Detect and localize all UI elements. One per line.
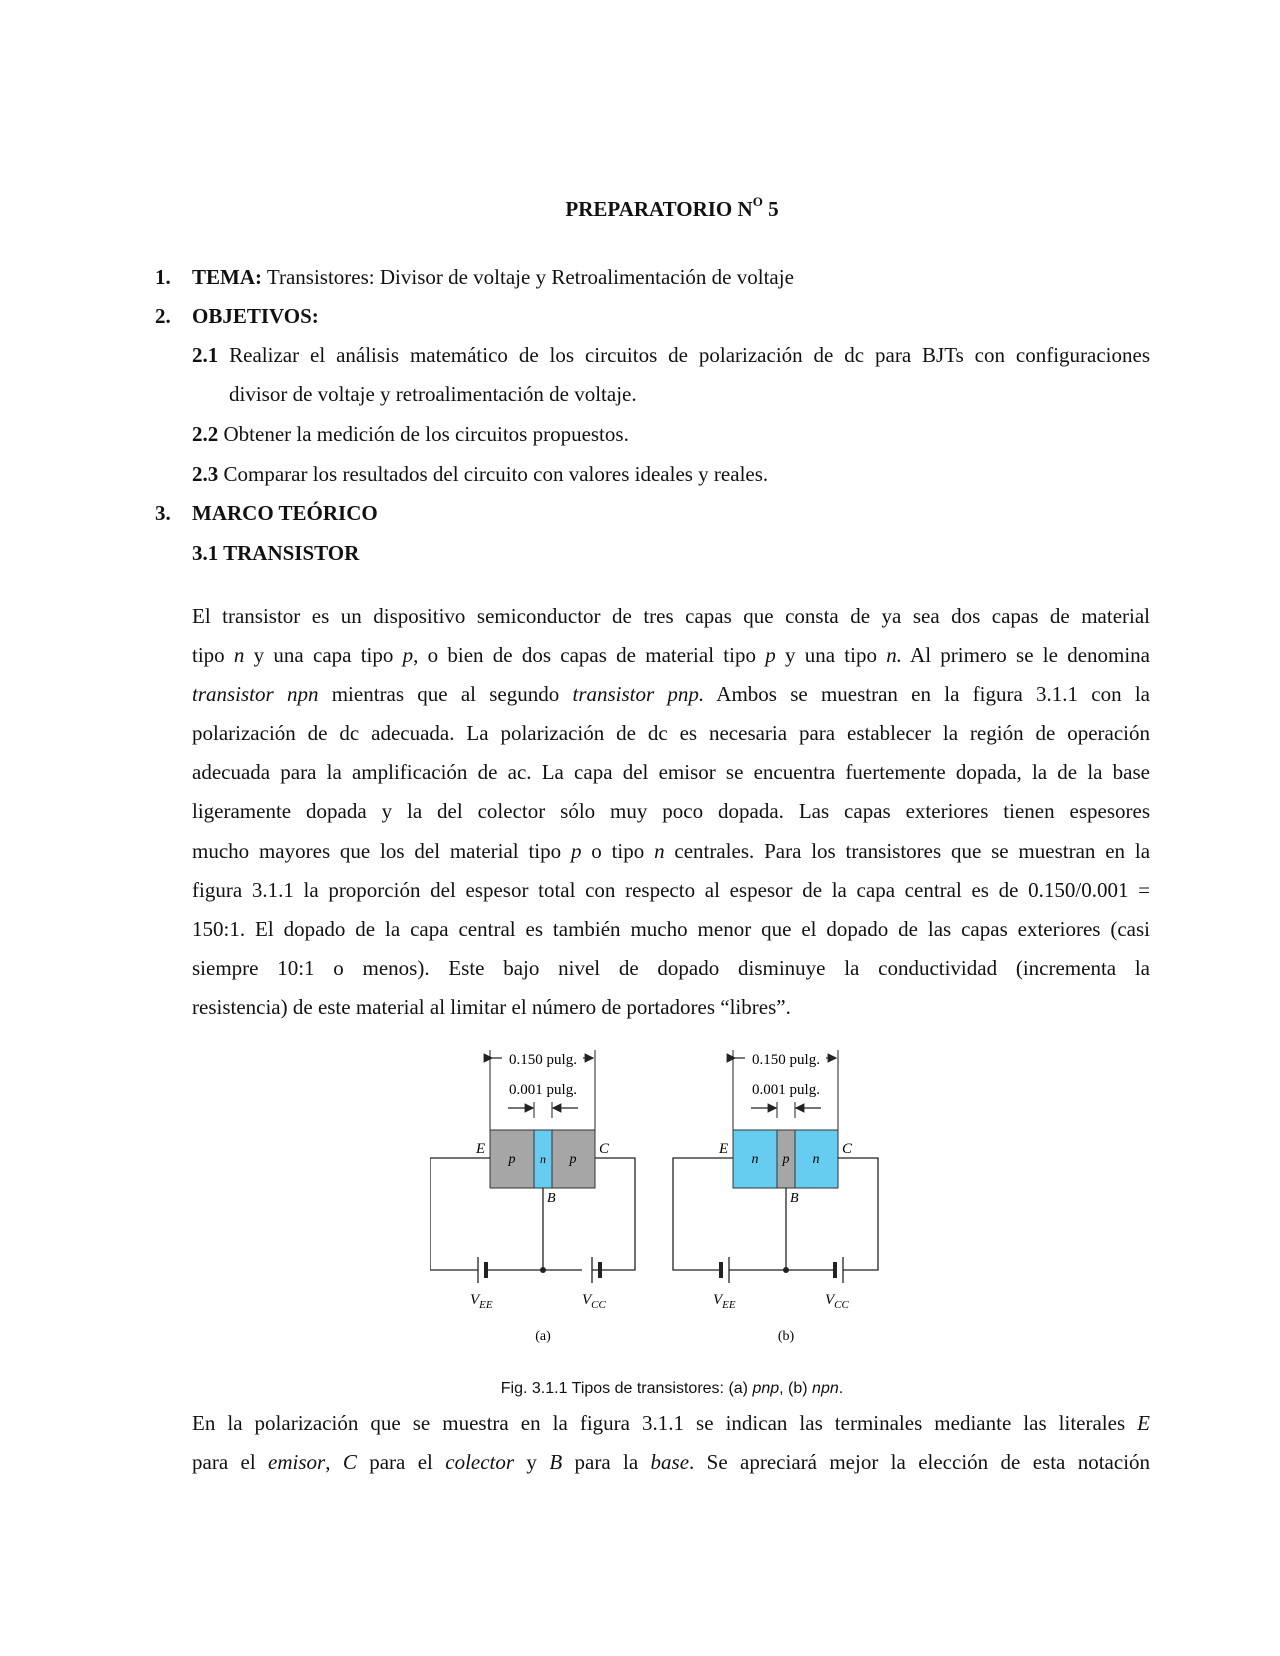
dimension-total: 0.150 pulg. xyxy=(509,1052,577,1068)
page-title: PREPARATORIO $N^O$ 5 xyxy=(565,194,779,221)
terminal-c: C xyxy=(842,1141,853,1157)
section-number: 3. xyxy=(155,501,171,525)
objective-2-2: 2.2 Obtener la medición de los circuitos propuestos. xyxy=(192,422,629,446)
figure-a-pnp xyxy=(430,1050,635,1344)
source-vee: $V_{EE}$ xyxy=(470,1292,493,1311)
figure-caption: Fig. 3.1.1 Tipos de transistores: (a) pnp, (b) npn. xyxy=(500,1380,844,1397)
terminal-b: B xyxy=(790,1191,799,1206)
section-tema: TEMA: Transistores: Divisor de voltaje y Retroalimentación de voltaje xyxy=(192,265,794,289)
figure-b-npn xyxy=(673,1050,878,1344)
objective-2-1: 2.1 Realizar el análisis matemático de los circuitos de polarización de dc para BJTs con configuraciones xyxy=(192,343,1150,367)
svg-text:n: n xyxy=(751,1152,759,1167)
dimension-total: 0.150 pulg. xyxy=(752,1052,820,1068)
label-a: (a) xyxy=(535,1329,551,1344)
source-vee: $V_{EE}$ xyxy=(713,1292,736,1311)
terminal-c: C xyxy=(599,1141,610,1157)
paragraph-transistor: El transistor es un dispositivo semiconductor de tres capas que consta de ya sea dos capas de material tipo n y una capa tipo p, o bien de dos capas de material tipo p y una tipo n. Al primero se le denomina transistor npn mientras que al segundo transistor pnp. Ambos se muestran en la figura 3.1.1 con la polarización de dc adecuada. La polarización de dc es necesaria para establecer la región de operación adecuada para la amplificación de ac. La capa del emisor se encuentra fuertemente dopada, la de la base ligeramente dopada y la del colector sólo muy poco dopada. Las capas exteriores tienen espesores mucho mayores que los del material tipo p o tipo n centrales. Para los transistores que se muestran en la figura 3.1.1 la proporción del espesor total con respecto al espesor de la capa central es de 0.150/0.001 = 150:1. El dopado de la capa central es también mucho menor que el dopado de las capas exteriores (casi siempre 10:1 o menos). Este bajo nivel de dopado disminuye la conductividad (incrementa la resistencia) de este material al limitar el número de portadores “libres”. xyxy=(192,604,1151,1019)
svg-text:n: n xyxy=(812,1152,820,1167)
label-b: (b) xyxy=(777,1329,795,1344)
section-number: 2. xyxy=(155,304,171,328)
dimension-center: 0.001 pulg. xyxy=(509,1082,577,1098)
objective-2-1-cont: divisor de voltaje y retroalimentación de voltaje. xyxy=(229,382,637,406)
terminal-e: E xyxy=(719,1141,729,1157)
objective-2-3: 2.3 Comparar los resultados del circuito con valores ideales y reales. xyxy=(192,462,769,486)
svg-text:p: p xyxy=(508,1152,516,1167)
subsection-transistor: 3.1 TRANSISTOR xyxy=(192,541,360,565)
source-vcc: $V_{CC}$ xyxy=(582,1292,606,1311)
svg-text:p: p xyxy=(569,1152,577,1167)
section-objetivos: OBJETIVOS: xyxy=(192,304,319,328)
svg-text:p: p xyxy=(782,1152,790,1167)
paragraph-notation: En la polarización que se muestra en la figura 3.1.1 se indican las terminales mediante las literales E para el emisor, C para el colector y B para la base. Se apreciará mejor la elección de esta notación xyxy=(192,1411,1151,1475)
terminal-e: E xyxy=(476,1141,486,1157)
dimension-center: 0.001 pulg. xyxy=(752,1082,820,1098)
section-marco-teorico: MARCO TEÓRICO xyxy=(192,501,378,525)
source-vcc: $V_{CC}$ xyxy=(825,1292,849,1311)
transistor-figure xyxy=(430,1050,910,1350)
section-number: 1. xyxy=(155,265,171,289)
terminal-b: B xyxy=(547,1191,556,1206)
svg-text:n: n xyxy=(540,1152,546,1166)
